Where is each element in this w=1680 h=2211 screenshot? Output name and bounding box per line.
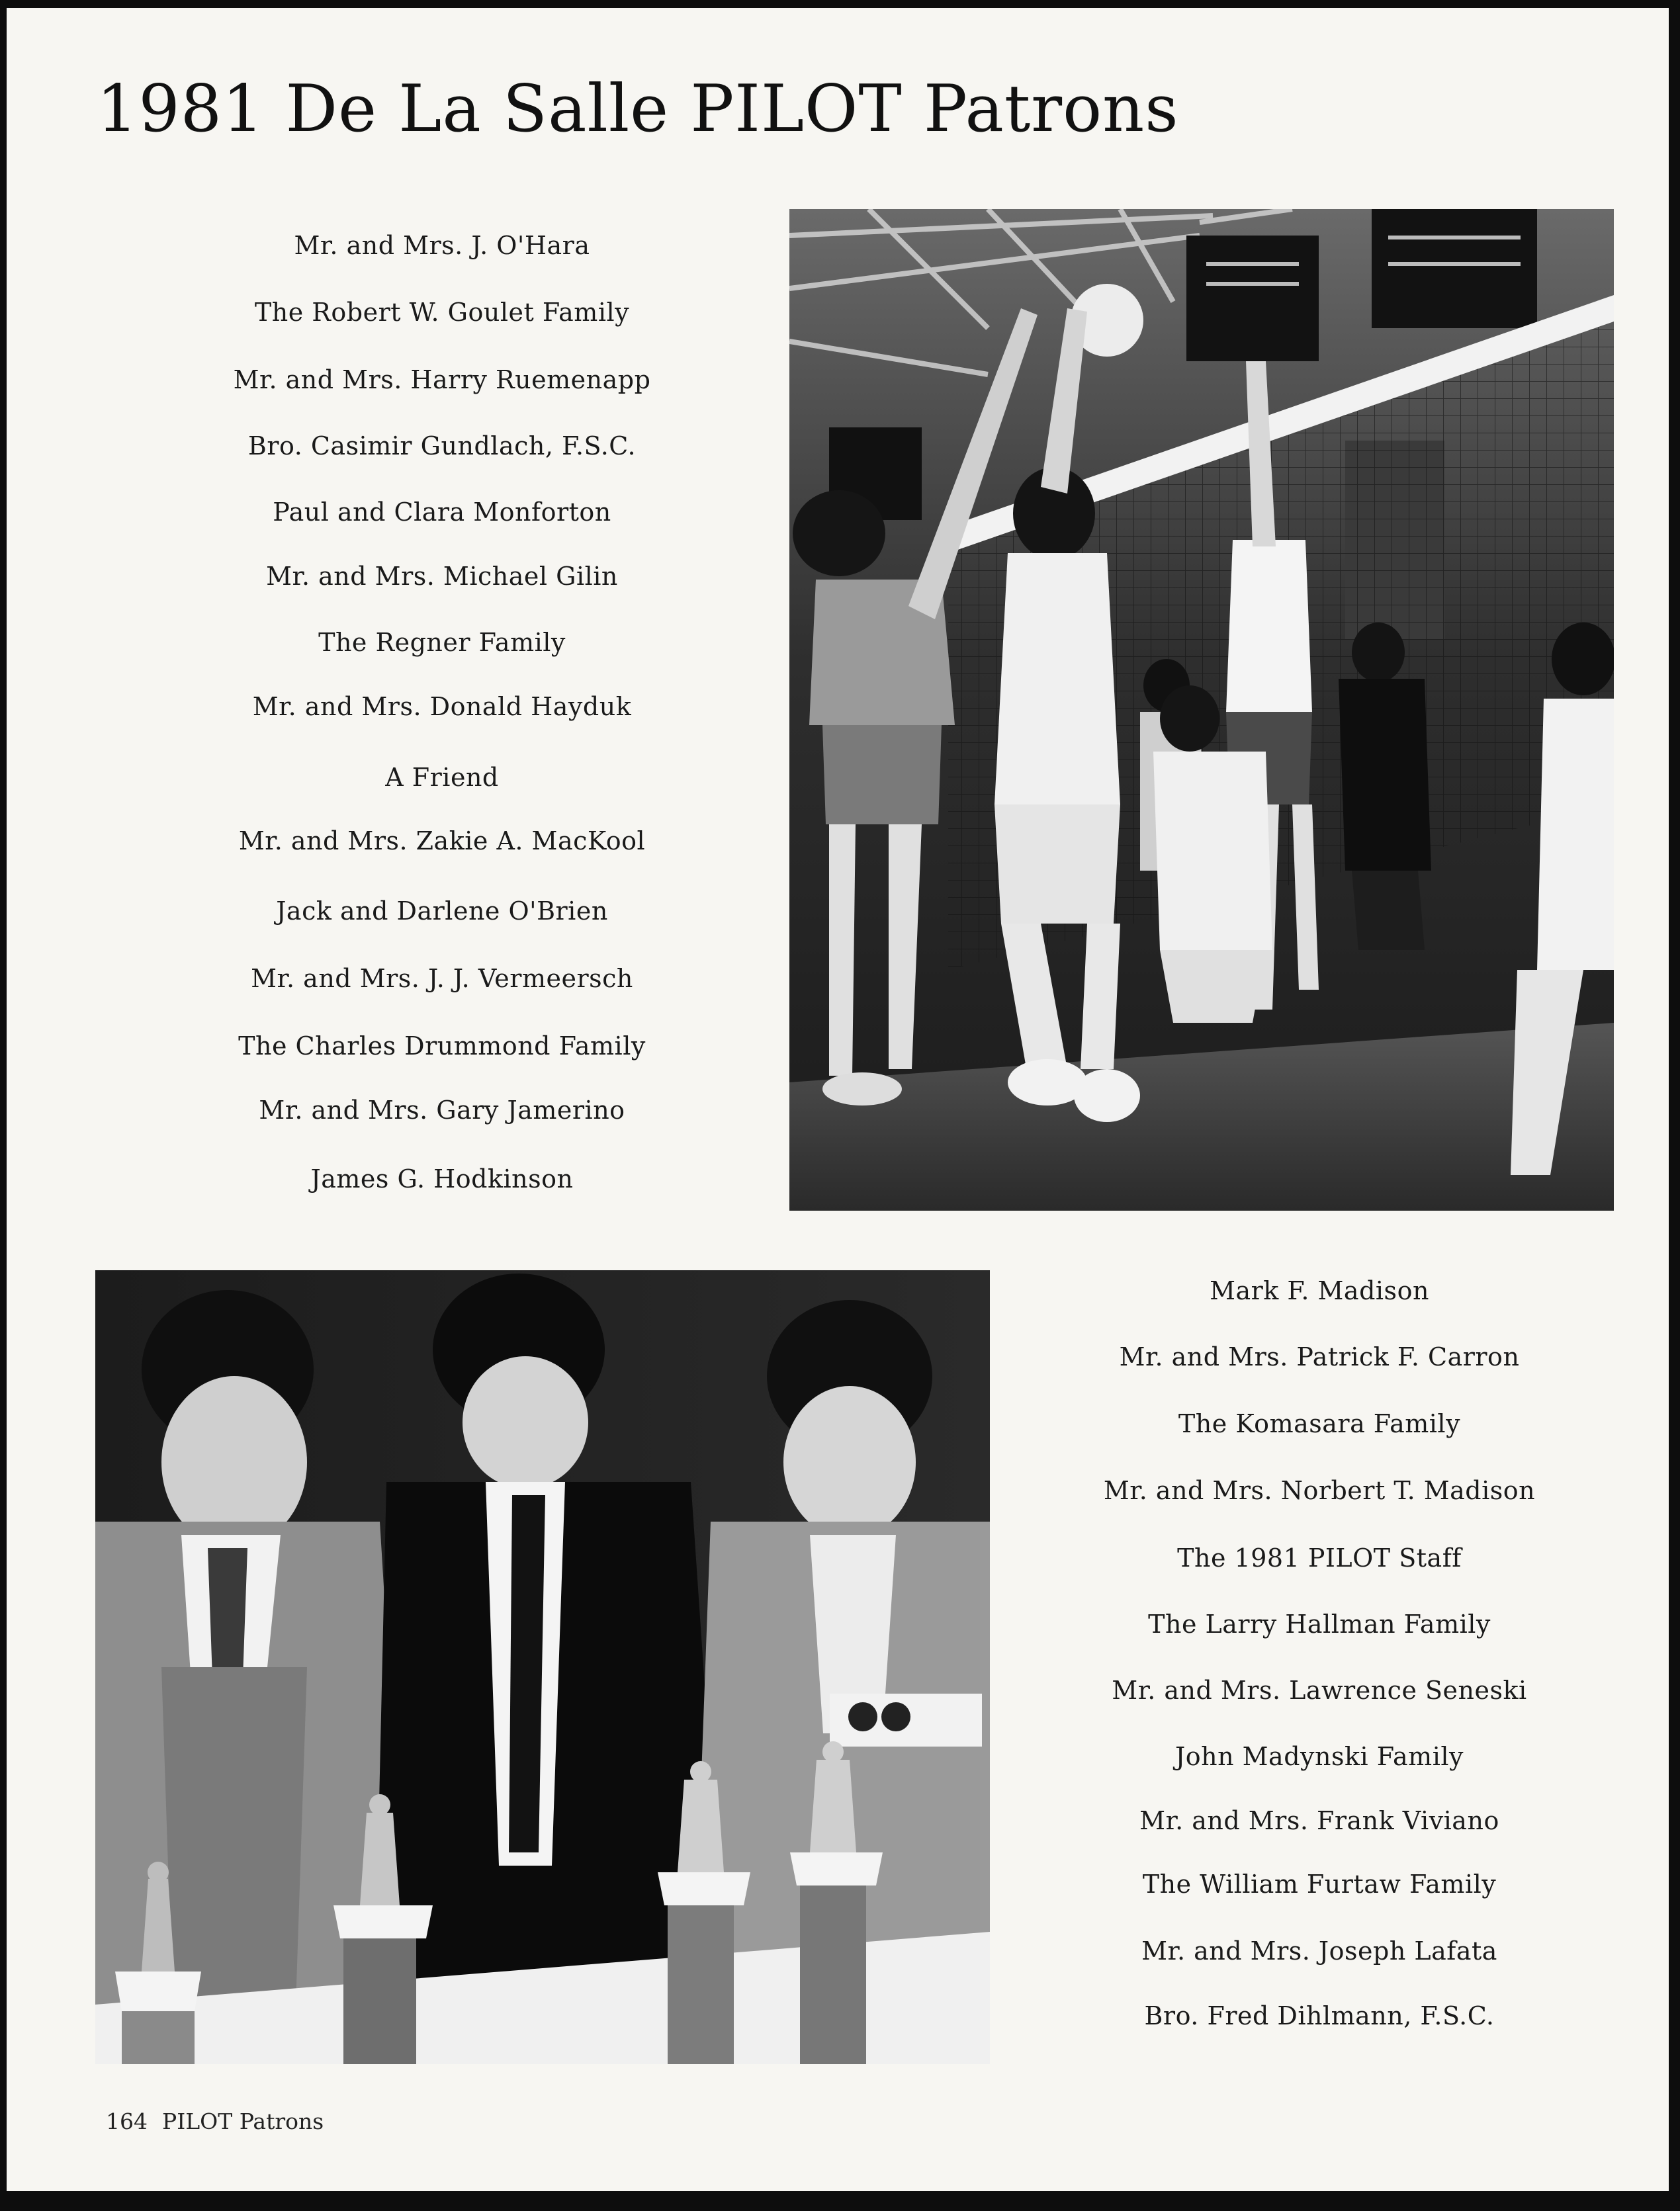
patron-name: Mr. and Mrs. Donald Hayduk: [252, 692, 632, 721]
patron-name: Mr. and Mrs. J. J. Vermeersch: [251, 964, 633, 993]
page-number: 164: [106, 2108, 148, 2134]
patron-name: Paul and Clara Monforton: [273, 498, 611, 527]
page-footer: [106, 2108, 338, 2134]
patron-name: Mr. and Mrs. Frank Viviano: [1139, 1806, 1499, 1835]
patron-name: Bro. Fred Dihlmann, F.S.C.: [1144, 2001, 1495, 2030]
yearbook-page: [7, 8, 1669, 2191]
patron-name: John Madynski Family: [1175, 1742, 1464, 1771]
volleyball-photo-image: [789, 209, 1614, 1211]
patron-name: A Friend: [385, 763, 499, 792]
patron-name: The Regner Family: [318, 628, 566, 657]
patron-name: James G. Hodkinson: [310, 1164, 574, 1193]
patron-name: The Robert W. Goulet Family: [254, 298, 630, 327]
patron-name: Mr. and Mrs. Michael Gilin: [266, 562, 618, 591]
section-name: PILOT Patrons: [162, 2108, 324, 2134]
patron-name: Mr. and Mrs. J. O'Hara: [294, 231, 590, 260]
page-title: 1981 De La Salle PILOT Patrons: [97, 71, 1179, 147]
trophy-photo-image: [95, 1270, 990, 2064]
volleyball-photo: [789, 209, 1614, 1211]
patron-name: The William Furtaw Family: [1142, 1870, 1497, 1899]
patron-name: Mark F. Madison: [1210, 1276, 1429, 1305]
patron-name: The Larry Hallman Family: [1148, 1610, 1491, 1639]
patron-name: Mr. and Mrs. Lawrence Seneski: [1112, 1676, 1527, 1705]
patron-name: Mr. and Mrs. Harry Ruemenapp: [233, 365, 651, 394]
patron-name: The 1981 PILOT Staff: [1177, 1543, 1462, 1573]
patron-name: Mr. and Mrs. Patrick F. Carron: [1119, 1342, 1520, 1371]
patron-name: Mr. and Mrs. Joseph Lafata: [1141, 1936, 1497, 1966]
patron-name: The Komasara Family: [1178, 1409, 1461, 1438]
patron-name: The Charles Drummond Family: [238, 1031, 646, 1061]
patron-name: Jack and Darlene O'Brien: [276, 896, 608, 926]
trophy-photo: [95, 1270, 990, 2064]
patron-name: Bro. Casimir Gundlach, F.S.C.: [247, 431, 637, 460]
patron-name: Mr. and Mrs. Norbert T. Madison: [1103, 1476, 1536, 1505]
patron-name: Mr. and Mrs. Gary Jamerino: [259, 1096, 625, 1125]
patron-name: Mr. and Mrs. Zakie A. MacKool: [238, 826, 646, 855]
